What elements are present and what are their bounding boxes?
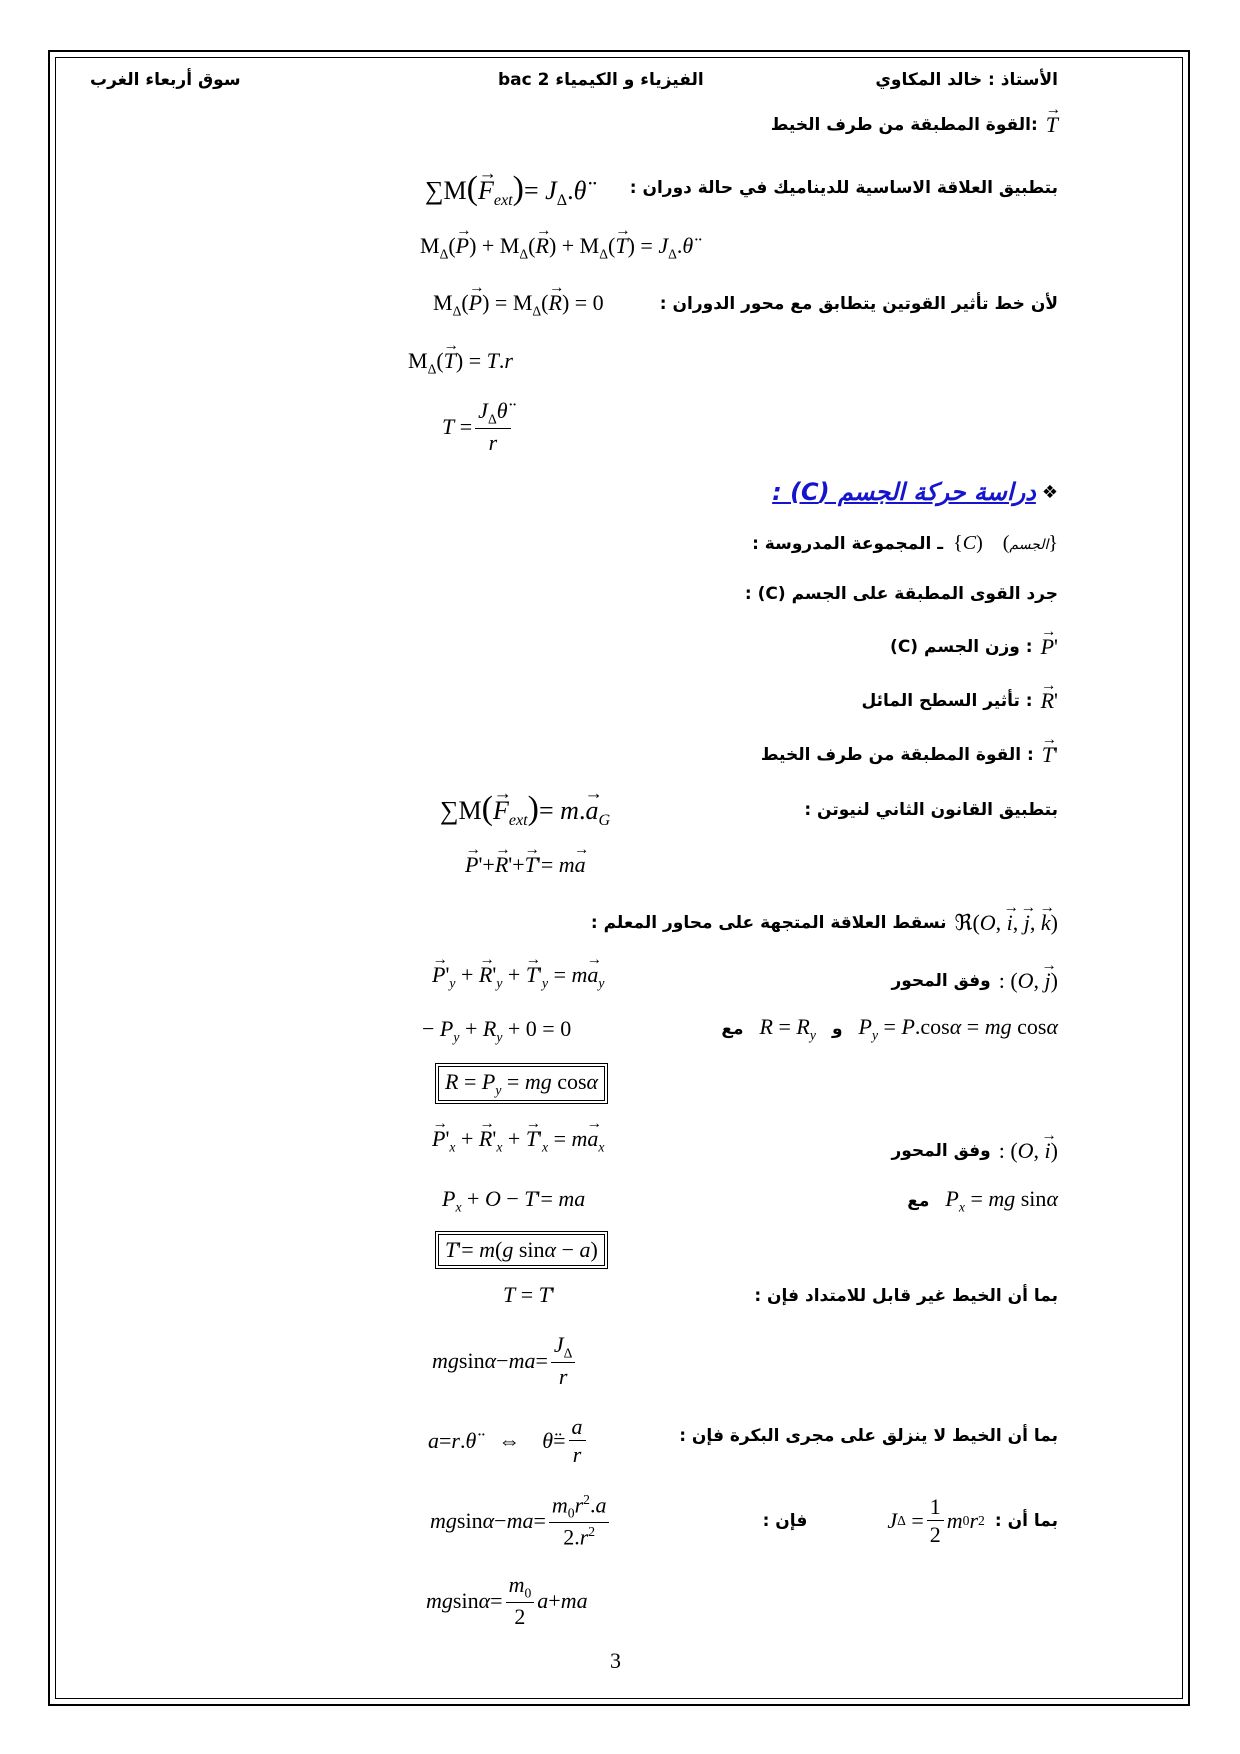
lines-of-action-label: لأن خط تأثير القوتين يتطابق مع محور الدوران : — [659, 294, 1058, 314]
t-force-row — [771, 112, 1058, 138]
section-c-heading — [772, 478, 1058, 506]
eq-proj-y: → $P'_y$ + → $R'_y$ + → $T'_y = m\to a_y$ — [432, 962, 604, 991]
eq-newton-sum: $\sum M(\to F_{ext})= m.\to a_G$ — [440, 790, 610, 830]
page-number: 3 — [610, 1648, 621, 1673]
t-vector-symbol: → T — [1046, 112, 1058, 138]
with-word-y: مع — [721, 1018, 744, 1039]
axis-j-row — [891, 968, 1058, 994]
eq-r-ry: $R = R_y$ — [759, 1014, 816, 1043]
system-word: الجسم — [1009, 538, 1049, 553]
eq-final: mg sin α = $\frac{m_0}{2}$ a + ma — [426, 1572, 588, 1630]
projection-label: نسقط العلاقة المتجهة على محاور المعلم : — [590, 913, 947, 933]
t-prime-symbol: → T' — [1042, 742, 1058, 768]
tension-row — [761, 742, 1058, 768]
forces-label: جرد القوى المطبقة على الجسم (C) : — [744, 584, 1058, 604]
system-label: ـ المجموعة المدروسة : — [752, 533, 944, 554]
system-set: {C) (الجسم} — [953, 532, 1058, 554]
axis-i-row — [891, 1138, 1058, 1164]
with-row-y — [721, 1014, 1058, 1043]
p-prime-symbol: → P' — [1041, 634, 1058, 660]
eq-moments-zero: $M_\Delta(\to P) = M_\Delta(\to R) = 0$ — [433, 290, 604, 319]
eq-t-equals: T = T' — [503, 1282, 555, 1307]
eq-px: $P_x$ = mg sinα — [945, 1186, 1058, 1215]
header-subject: الفيزياء و الكيمياء 2 bac — [498, 70, 704, 90]
eq-inertia: J Δ = $\frac{1}{2}$ m 0 r 2 — [887, 1494, 985, 1548]
eq-no-slip: a = r . θ̈ ⇔ θ̈ = $\frac{a}{r}$ — [428, 1414, 589, 1468]
and-word: و — [831, 1018, 843, 1039]
result-r: $R = P_y$ = mg cosα — [438, 1066, 605, 1101]
t-force-label: :القوة المطبقة من طرف الخيط — [770, 115, 1038, 135]
tension-label: : القوة المطبقة من طرف الخيط — [760, 745, 1034, 765]
with-word-x: مع — [907, 1190, 930, 1211]
reaction-label: : تأثير السطح المائل — [861, 691, 1033, 711]
weight-row — [890, 634, 1058, 660]
eq-sum-moments: $\sum M(\to F_{ext})=$ $J_\Delta.\thetä$ — [425, 170, 586, 210]
eq-y-scalar: − $P_y + R_y + 0 = 0$ — [422, 1016, 572, 1045]
axis-i-label: وفق المحور — [891, 1141, 991, 1161]
newton-label: بتطبيق القانون الثاني لنيوتن : — [804, 800, 1058, 820]
frame-symbol: ℜ(O, → i, → j, → k) — [955, 910, 1058, 936]
weight-label: : وزن الجسم (C) — [890, 637, 1033, 657]
eq-newton-vectors: → P'+→ R'+→ T'= m→ a — [465, 852, 586, 878]
reaction-row — [861, 688, 1058, 714]
system-row — [752, 532, 1058, 555]
fundamental-rotation-label: بتطبيق العلاقة الاساسية للديناميك في حالة دوران : — [629, 178, 1058, 198]
eq-t-expression: T = $\frac{J_\Delta\thetä}{r}$ — [442, 398, 514, 455]
result-t-prime: T'= m(g sinα − a) — [438, 1234, 605, 1266]
axis-j-symbol: : (O, → j) — [999, 968, 1058, 994]
axis-j-label: وفق المحور — [891, 971, 991, 991]
eq-moment-t: $M_\Delta(\to T) = T.r$ — [408, 348, 513, 377]
section-c-title: دراسة حركة الجسم (C) : — [772, 478, 1036, 506]
since-label: بما أن : — [994, 1510, 1058, 1531]
diamond-bullet-icon: ❖ — [1041, 481, 1058, 503]
projection-row — [591, 910, 1058, 936]
eq-x-scalar: $P_x + O - T'=$ ma — [442, 1186, 586, 1215]
inertia-row — [763, 1494, 1058, 1548]
inextensible-label: بما أن الخيط غير قابل للامتداد فإن : — [754, 1286, 1058, 1306]
eq-py: $P_y = P.\cos\alpha$ = mg cosα — [858, 1014, 1058, 1043]
then-label: فإن : — [762, 1510, 808, 1531]
axis-i-symbol: : (O, → i) — [999, 1138, 1058, 1164]
header-teacher: الأستاذ : خالد المكاوي — [875, 70, 1058, 90]
eq-proj-x: → $P'_x$ + → $R'_x$ + → $T'_x = m\to a_x$ — [432, 1126, 604, 1155]
no-slip-label: بما أن الخيط لا ينزلق على مجرى البكرة فإن : — [679, 1426, 1058, 1446]
r-prime-symbol: → R' — [1041, 688, 1058, 714]
eq-moments-sum: $M_\Delta(\to P) + M_\Delta(\to R) + M_\Delta(\to T)$ = $J_\Delta.\thetä$ — [420, 233, 693, 262]
eq-combined-1: mg sin α − ma = $\frac{J_\Delta}{r}$ — [432, 1332, 578, 1389]
header-school: سوق أربعاء الغرب — [90, 70, 241, 90]
eq-combined-2: mg sin α − ma = $\frac{m_0r^2.a}{2.r^2}$ — [430, 1492, 612, 1550]
with-row-x — [907, 1186, 1058, 1215]
